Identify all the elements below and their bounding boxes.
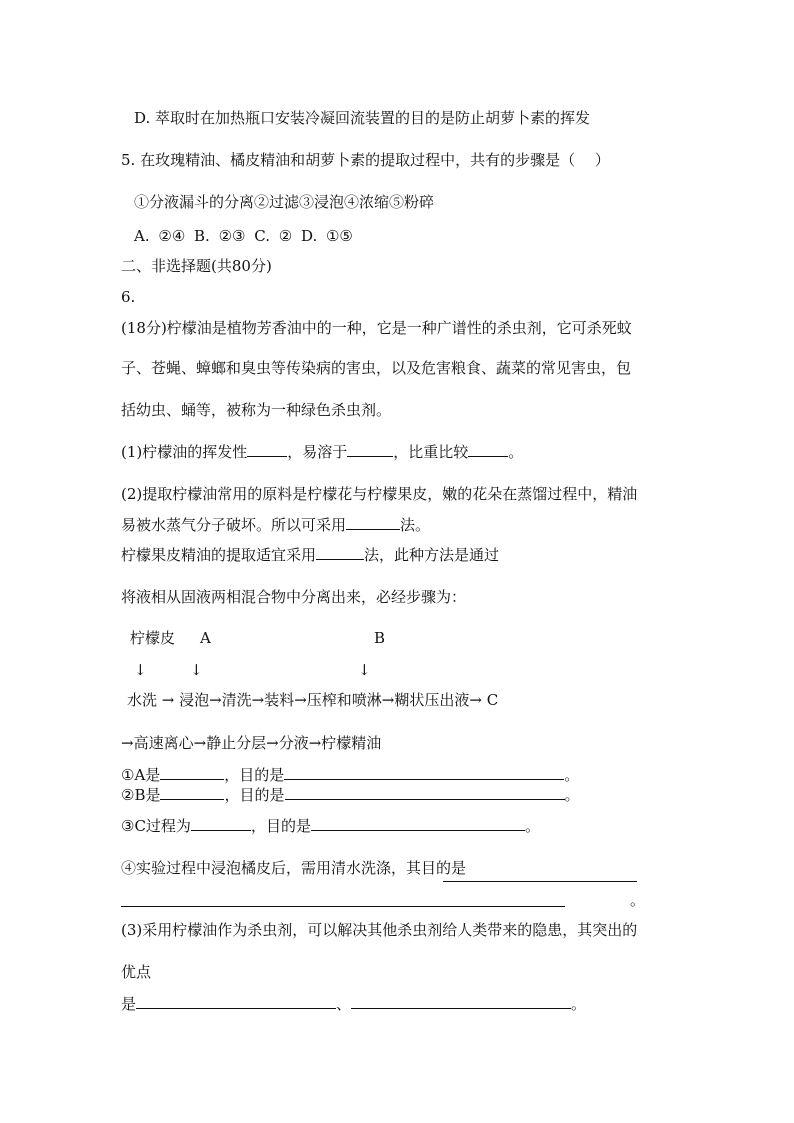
arrow-down-icon: ↓ [134, 661, 147, 679]
answer-blank[interactable] [136, 994, 336, 1009]
part-3-line-2: 优点 [121, 963, 152, 981]
sub-2-text-a: ②B是 [121, 786, 161, 804]
question-5-items: ①分液漏斗的分离②过滤③浸泡④浓缩⑤粉碎 [134, 193, 435, 211]
part-1-text-a: (1)柠檬油的挥发性 [121, 443, 248, 461]
answer-blank[interactable] [284, 765, 564, 780]
answer-line[interactable] [443, 881, 637, 882]
answer-blank[interactable] [351, 994, 571, 1009]
sub-question-3 [121, 816, 540, 836]
question-6-line-1: (18分)柠檬油是植物芳香油中的一种，它是一种广谱性的杀虫剂，它可杀死蚊 [121, 319, 632, 337]
answer-blank[interactable] [347, 442, 393, 457]
question-6-number: 6. [121, 288, 136, 306]
sub-2-text-b: ，目的是 [224, 786, 285, 804]
arrow-down-icon: ↓ [358, 661, 371, 679]
flow-label-b: B [374, 629, 386, 647]
answer-blank[interactable] [160, 785, 224, 800]
sub-1-text-a: ①A是 [121, 766, 161, 784]
part-2-text-a: 易被水蒸气分子破坏。所以可采用 [121, 516, 347, 534]
section-heading: 二、非选择题(共80分) [121, 257, 272, 275]
part-3-line-3 [121, 994, 586, 1014]
answer-blank[interactable] [191, 816, 251, 831]
part-2-line-2 [121, 515, 430, 535]
part-1-text-b: ，易溶于 [287, 443, 348, 461]
part-3-text-a: 是 [121, 995, 137, 1013]
answer-blank[interactable] [468, 442, 508, 457]
sub-3-text-a: ③C过程为 [121, 817, 191, 835]
part-2-line-1: (2)提取柠檬油常用的原料是柠檬花与柠檬果皮，嫩的花朵在蒸馏过程中，精油 [121, 485, 638, 503]
answer-blank[interactable] [247, 442, 287, 457]
part-2-text-b: 法。 [400, 516, 431, 534]
sub-4-end: 。 [630, 891, 646, 909]
answer-blank[interactable] [311, 816, 525, 831]
answer-blank[interactable] [160, 765, 224, 780]
question-5-options: A. ②④ B. ②③ C. ② D. ①⑤ [134, 227, 353, 245]
sub-1-end: 。 [564, 766, 580, 784]
answer-blank[interactable] [346, 515, 400, 530]
sub-1-text-b: ，目的是 [224, 766, 285, 784]
sub-question-1 [121, 765, 579, 785]
sub-3-end: 。 [524, 817, 540, 835]
flow-main-steps: 水洗 → 浸泡→清洗→装料→压榨和喷淋→糊状压出液→ C [127, 691, 499, 709]
sub-2-end: 。 [564, 786, 580, 804]
answer-blank[interactable] [285, 785, 565, 800]
part-3-text-b: 、 [336, 995, 352, 1013]
option-d-text: D. 萃取时在加热瓶口安装冷凝回流装置的目的是防止胡萝卜素的挥发 [134, 109, 591, 127]
question-6-line-2: 子、苍蝇、蟑螂和臭虫等传染病的害虫，以及危害粮食、蔬菜的常见害虫，包 [121, 359, 632, 377]
sub-question-4: ④实验过程中浸泡橘皮后，需用清水洗涤，其目的是 [121, 859, 467, 877]
part-1-text-c: ，比重比较 [393, 443, 469, 461]
arrow-down-icon: ↓ [190, 661, 203, 679]
part-1-line [121, 442, 523, 462]
part-3-line-1: (3)采用柠檬油作为杀虫剂，可以解决其他杀虫剂给人类带来的隐患，其突出的 [121, 921, 638, 939]
part-2-text-d: 法，此种方法是通过 [364, 546, 500, 564]
part-2-text-c: 柠檬果皮精油的提取适宜采用 [121, 546, 317, 564]
part-1-text-d: 。 [508, 443, 524, 461]
question-5-stem: 5. 在玫瑰精油、橘皮精油和胡萝卜素的提取过程中，共有的步骤是（ ） [121, 151, 610, 169]
part-2-line-4: 将液相从固液两相混合物中分离出来，必经步骤为： [121, 588, 467, 606]
sub-3-text-b: ，目的是 [250, 817, 311, 835]
flow-label-a: A [200, 629, 211, 647]
answer-blank[interactable] [316, 545, 364, 560]
sub-question-2 [121, 785, 580, 805]
question-6-line-3: 括幼虫、蛹等，被称为一种绿色杀虫剂。 [121, 401, 392, 419]
part-3-text-c: 。 [571, 995, 587, 1013]
answer-line[interactable] [121, 906, 565, 907]
part-2-line-3 [121, 545, 499, 565]
flow-next-steps: →高速离心→静止分层→分液→柠檬精油 [121, 734, 382, 752]
flow-label-lemon-peel: 柠檬皮 [130, 629, 176, 647]
